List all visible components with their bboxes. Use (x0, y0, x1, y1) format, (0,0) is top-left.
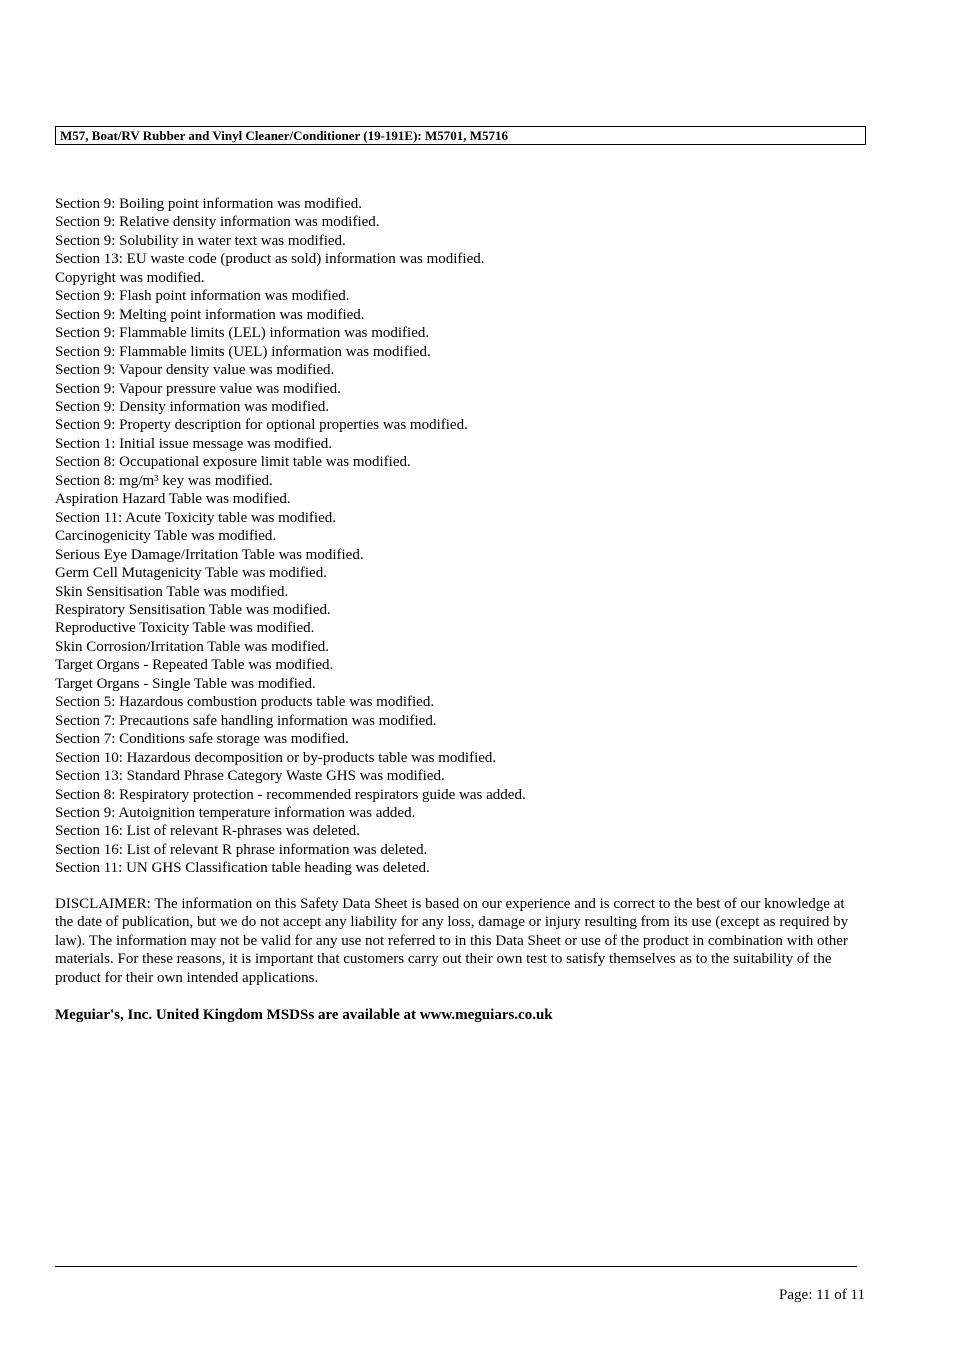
revision-change-item: Section 9: Boiling point information was modified. (55, 196, 363, 212)
revision-change-item: Serious Eye Damage/Irritation Table was modified. (55, 546, 364, 563)
revision-change-item: Respiratory Sensitisation Table was modified. (55, 601, 331, 618)
revision-change-item: Section 7: Conditions safe storage was modified. (55, 731, 349, 748)
revision-change-item: Section 9: Solubility in water text was modified. (55, 232, 346, 249)
revision-change-item: Section 13: EU waste code (product as sold) information was modified. (55, 251, 485, 268)
revision-change-item: Reproductive Toxicity Table was modified. (55, 620, 315, 637)
revision-change-item: Section 9: Property description for optional properties was modified. (55, 417, 468, 434)
document-header (55, 126, 866, 145)
revision-change-item: Section 9: Vapour density value was modified. (55, 362, 335, 379)
msds-availability-note: Meguiar's, Inc. United Kingdom MSDSs are available at www.meguiars.co.uk (55, 1007, 553, 1023)
revision-change-item: Section 11: UN GHS Classification table heading was deleted. (55, 860, 430, 877)
revision-change-item: Skin Sensitisation Table was modified. (55, 583, 289, 600)
document-title: M57, Boat/RV Rubber and Vinyl Cleaner/Conditioner (19-191E): M5701, M5716 (60, 128, 509, 143)
revision-change-item: Section 11: Acute Toxicity table was modified. (55, 509, 336, 526)
revision-change-item: Section 8: mg/m³ key was modified. (55, 472, 273, 489)
revision-change-item: Section 9: Relative density information was modified. (55, 214, 380, 231)
disclaimer-paragraph: DISCLAIMER: The information on this Safety Data Sheet is based on our experience and is correct to the best of our knowledge at the date of publication, but we do not accept any liability for any loss, damage or injury resulting from its use (except as required by law). The information may not be valid for any use not referred to in this Data Sheet or use of the product in combination with other materials. For these reasons, it is important that customers carry out their own test to satisfy themselves as to the suitability of the product for their own intended applications. (55, 896, 849, 986)
revision-change-item: Section 9: Vapour pressure value was modified. (55, 380, 341, 397)
revision-change-item: Section 9: Flammable limits (UEL) information was modified. (55, 343, 431, 360)
revision-changes-list (55, 195, 526, 878)
revision-change-item: Germ Cell Mutagenicity Table was modified. (55, 565, 327, 582)
revision-change-item: Section 8: Occupational exposure limit table was modified. (55, 454, 411, 471)
revision-change-item: Section 1: Initial issue message was modified. (55, 435, 333, 452)
revision-change-item: Skin Corrosion/Irritation Table was modified. (55, 638, 330, 655)
revision-change-item: Section 16: List of relevant R-phrases was deleted. (55, 823, 360, 840)
revision-change-item: Section 5: Hazardous combustion products table was modified. (55, 694, 435, 711)
revision-change-item: Section 8: Respiratory protection - recommended respirators guide was added. (55, 786, 526, 803)
revision-change-item: Target Organs - Single Table was modified. (55, 675, 316, 692)
revision-change-item: Section 9: Density information was modified. (55, 398, 330, 415)
revision-change-item: Aspiration Hazard Table was modified. (55, 491, 291, 508)
revision-change-item: Carcinogenicity Table was modified. (55, 528, 277, 545)
revision-change-item: Section 16: List of relevant R phrase information was deleted. (55, 841, 428, 858)
revision-change-item: Section 7: Precautions safe handling information was modified. (55, 712, 437, 729)
revision-change-item: Section 9: Flash point information was modified. (55, 288, 350, 305)
page-number: Page: 11 of 11 (779, 1287, 865, 1303)
revision-change-item: Target Organs - Repeated Table was modified. (55, 657, 334, 674)
footer-divider (55, 1266, 857, 1267)
revision-change-item: Section 9: Autoignition temperature information was added. (55, 804, 416, 821)
revision-change-item: Section 10: Hazardous decomposition or by-products table was modified. (55, 749, 497, 766)
revision-change-item: Section 9: Flammable limits (LEL) information was modified. (55, 325, 430, 342)
revision-change-item: Section 9: Melting point information was modified. (55, 306, 365, 323)
revision-change-item: Copyright was modified. (55, 269, 205, 286)
revision-change-item: Section 13: Standard Phrase Category Waste GHS was modified. (55, 768, 445, 785)
